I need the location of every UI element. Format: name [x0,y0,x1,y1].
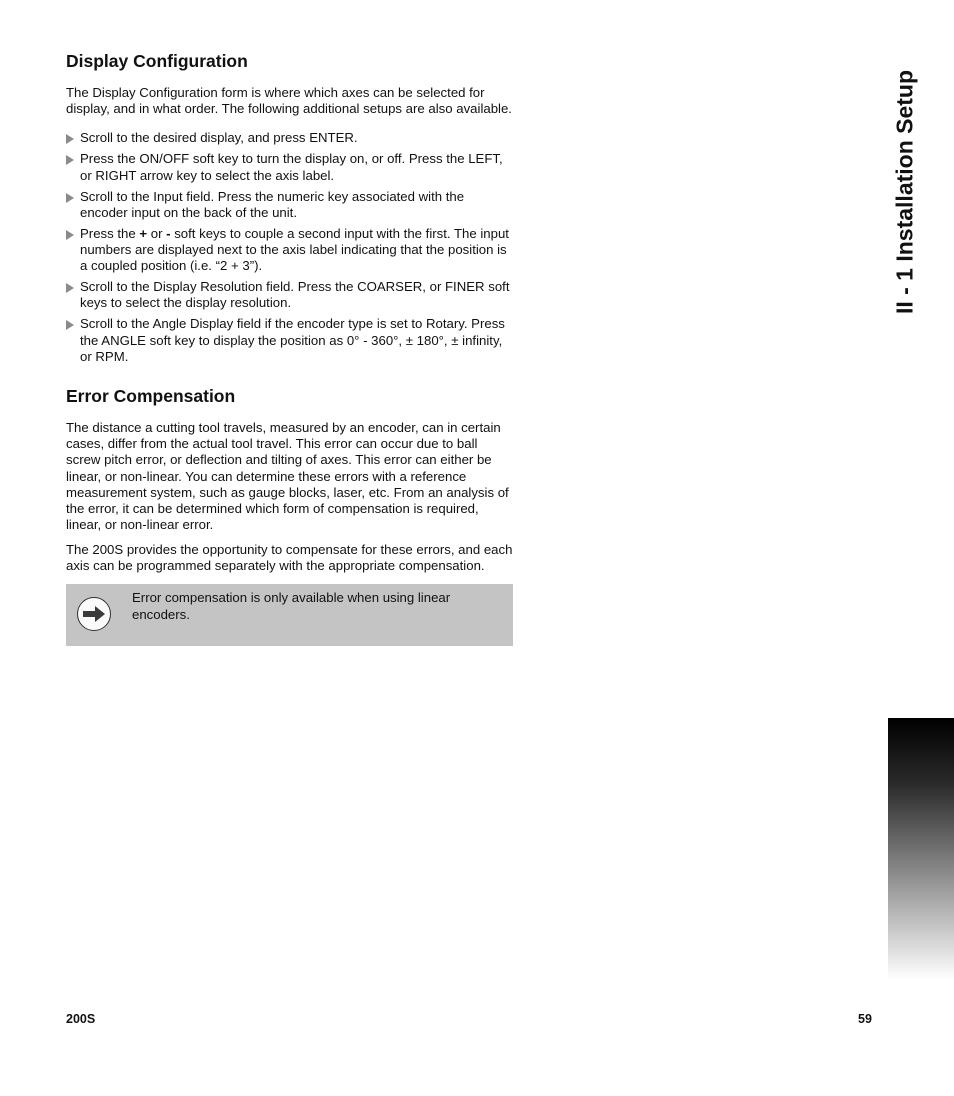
error-comp-paragraph-2: The 200S provides the opportunity to compensate for these errors, and each axis can be programmed separately with the appropriate compensation. [66,541,513,574]
triangle-bullet-icon [66,193,74,203]
chapter-side-title: II - 1 Installation Setup [891,69,918,315]
list-item [66,279,514,311]
list-item [66,226,514,275]
arrow-right-icon [77,597,111,631]
plus-key-label: + [139,225,148,241]
triangle-bullet-icon [66,134,74,144]
step-text-post: soft keys to couple a second input with the first. The input numbers are displayed next to the axis label indicating that the position is a coupled position (i.e. “2 + 3”). [80,225,509,274]
error-comp-paragraph-1: The distance a cutting tool travels, measured by an encoder, can in certain cases, differ from the actual tool travel. This error can occur due to ball screw pitch error, or deflection and tilting of axes. This error can either be linear, or non-linear. You can determine these errors with a reference measurement system, such as gauge blocks, laser, etc. From an analysis of the error, it can be determined which form of compensation is required, linear, or non-linear error. [66,420,509,533]
note-text: Error compensation is only available when using linear encoders. [132,590,451,622]
section-heading-display-configuration: Display Configuration [66,51,248,71]
list-item [66,151,514,183]
step-text: Scroll to the Display Resolution field. Press the COARSER, or FINER soft keys to select the display resolution. [80,279,510,311]
footer-product-name: 200S [66,1012,96,1026]
step-text: Scroll to the Input field. Press the numeric key associated with the encoder input on the back of the unit. [80,188,465,220]
list-item [66,130,514,146]
triangle-bullet-icon [66,230,74,240]
triangle-bullet-icon [66,155,74,165]
display-config-steps [66,130,514,365]
triangle-bullet-icon [66,320,74,330]
minus-key-label: - [166,225,171,241]
chapter-tab-gradient [888,718,954,980]
step-text-mid: or [147,225,167,241]
note-box [66,584,513,646]
triangle-bullet-icon [66,283,74,293]
display-config-intro: The Display Configuration form is where which axes can be selected for display, and in what order. The following additional setups are also available. [66,85,512,117]
step-text: Scroll to the Angle Display field if the encoder type is set to Rotary. Press the ANGLE soft key to display the position as 0° - 360°, ± 180°, ± infinity, or RPM. [80,316,505,364]
step-text: Scroll to the desired display, and press ENTER. [80,130,358,146]
section-heading-error-compensation: Error Compensation [66,386,236,407]
main-content [66,50,514,646]
step-text-pre: Press the [80,225,140,241]
footer-page-number: 59 [858,1012,872,1026]
step-text: Press the ON/OFF soft key to turn the display on, or off. Press the LEFT, or RIGHT arrow key to select the axis label. [80,151,503,183]
list-item [66,189,514,221]
list-item [66,316,514,365]
